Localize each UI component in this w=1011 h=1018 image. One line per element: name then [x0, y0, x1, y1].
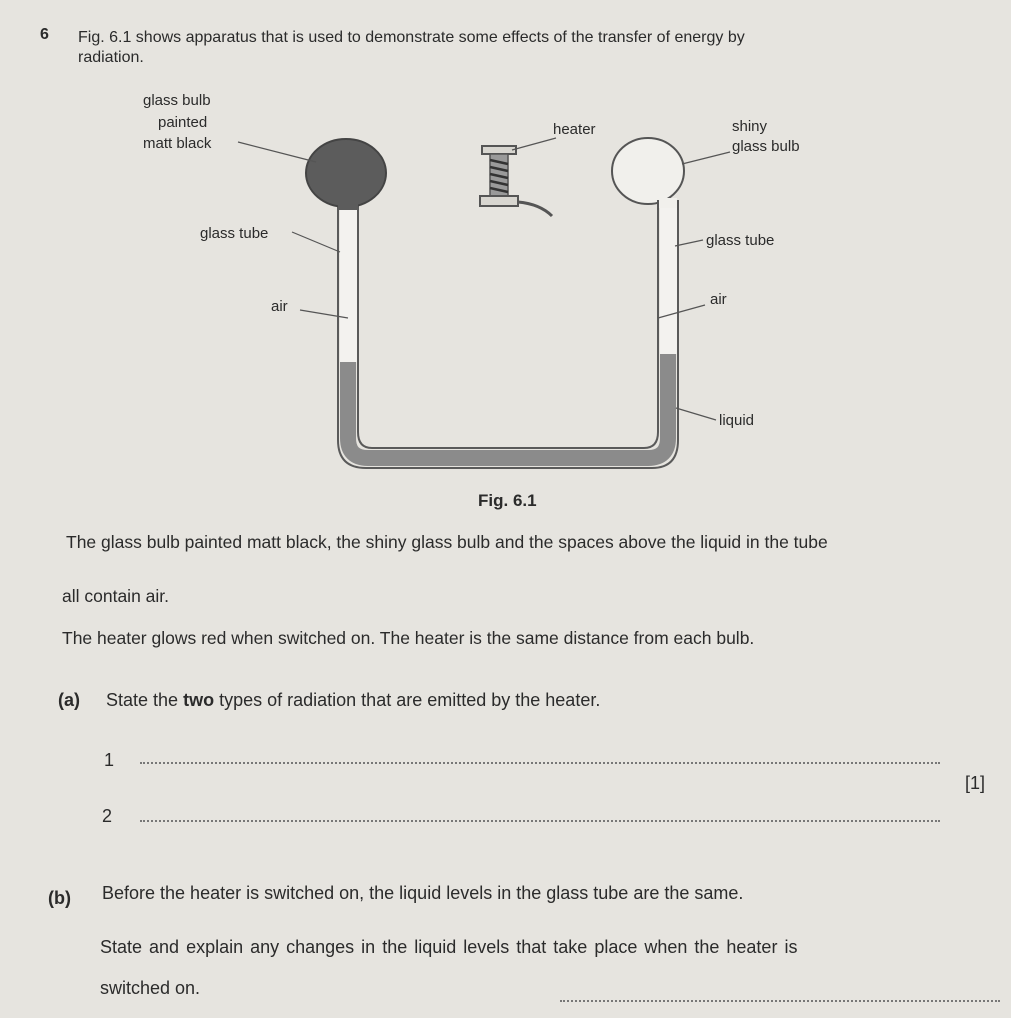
- label-shiny: shiny: [732, 118, 768, 135]
- part-b-answer-line[interactable]: [560, 1000, 1000, 1002]
- figure-caption: Fig. 6.1: [478, 491, 537, 510]
- part-b-line3: switched on.: [100, 978, 201, 998]
- part-a-label: (a): [58, 690, 80, 710]
- shiny-glass-bulb: [612, 138, 684, 204]
- label-shiny-glass-bulb: glass bulb: [732, 138, 800, 155]
- label-air-right: air: [710, 291, 727, 308]
- question-intro-line2: radiation.: [78, 49, 144, 66]
- answer-2-number: 2: [102, 806, 113, 826]
- glass-tube-outer: [338, 205, 678, 468]
- matt-black-bulb: [306, 139, 386, 207]
- paragraph-1-line1: The glass bulb painted matt black, the shiny glass bulb and the spaces above the liquid in the tube: [66, 532, 828, 552]
- paragraph-2: The heater glows red when switched on. The heater is the same distance from each bulb.: [62, 628, 755, 648]
- part-a-text-post: types of radiation that are emitted by the heater.: [219, 690, 601, 710]
- answer-2-line[interactable]: [140, 820, 940, 822]
- part-b-line1: Before the heater is switched on, the liquid levels in the glass tube are the same.: [102, 883, 744, 903]
- part-a-text-pre: State the: [106, 690, 179, 710]
- question-number: 6: [40, 26, 49, 43]
- part-b-label: (b): [48, 888, 71, 908]
- answer-1-number: 1: [104, 750, 115, 770]
- part-a-marks: [1]: [965, 773, 986, 793]
- glass-tube-inner: [358, 205, 658, 448]
- label-liquid: liquid: [719, 412, 755, 429]
- heater: [480, 146, 552, 216]
- label-glass-tube-right: glass tube: [706, 232, 775, 249]
- label-painted: painted: [158, 114, 208, 131]
- paragraph-1-line2: all contain air.: [62, 586, 170, 606]
- label-glass-tube-left: glass tube: [200, 225, 269, 242]
- label-glass-bulb: glass bulb: [143, 92, 211, 109]
- label-matt-black: matt black: [143, 135, 212, 152]
- label-heater: heater: [553, 121, 596, 138]
- part-b-line2: State and explain any changes in the liquid levels that take place when the heater is: [100, 937, 798, 957]
- label-air-left: air: [271, 298, 288, 315]
- answer-1-line[interactable]: [140, 762, 940, 764]
- part-a-question: [106, 690, 600, 711]
- question-intro-line1: Fig. 6.1 shows apparatus that is used to demonstrate some effects of the transfer of energy by: [78, 29, 745, 46]
- liquid-u-section: [348, 354, 668, 458]
- part-a-text-bold: two: [183, 690, 215, 710]
